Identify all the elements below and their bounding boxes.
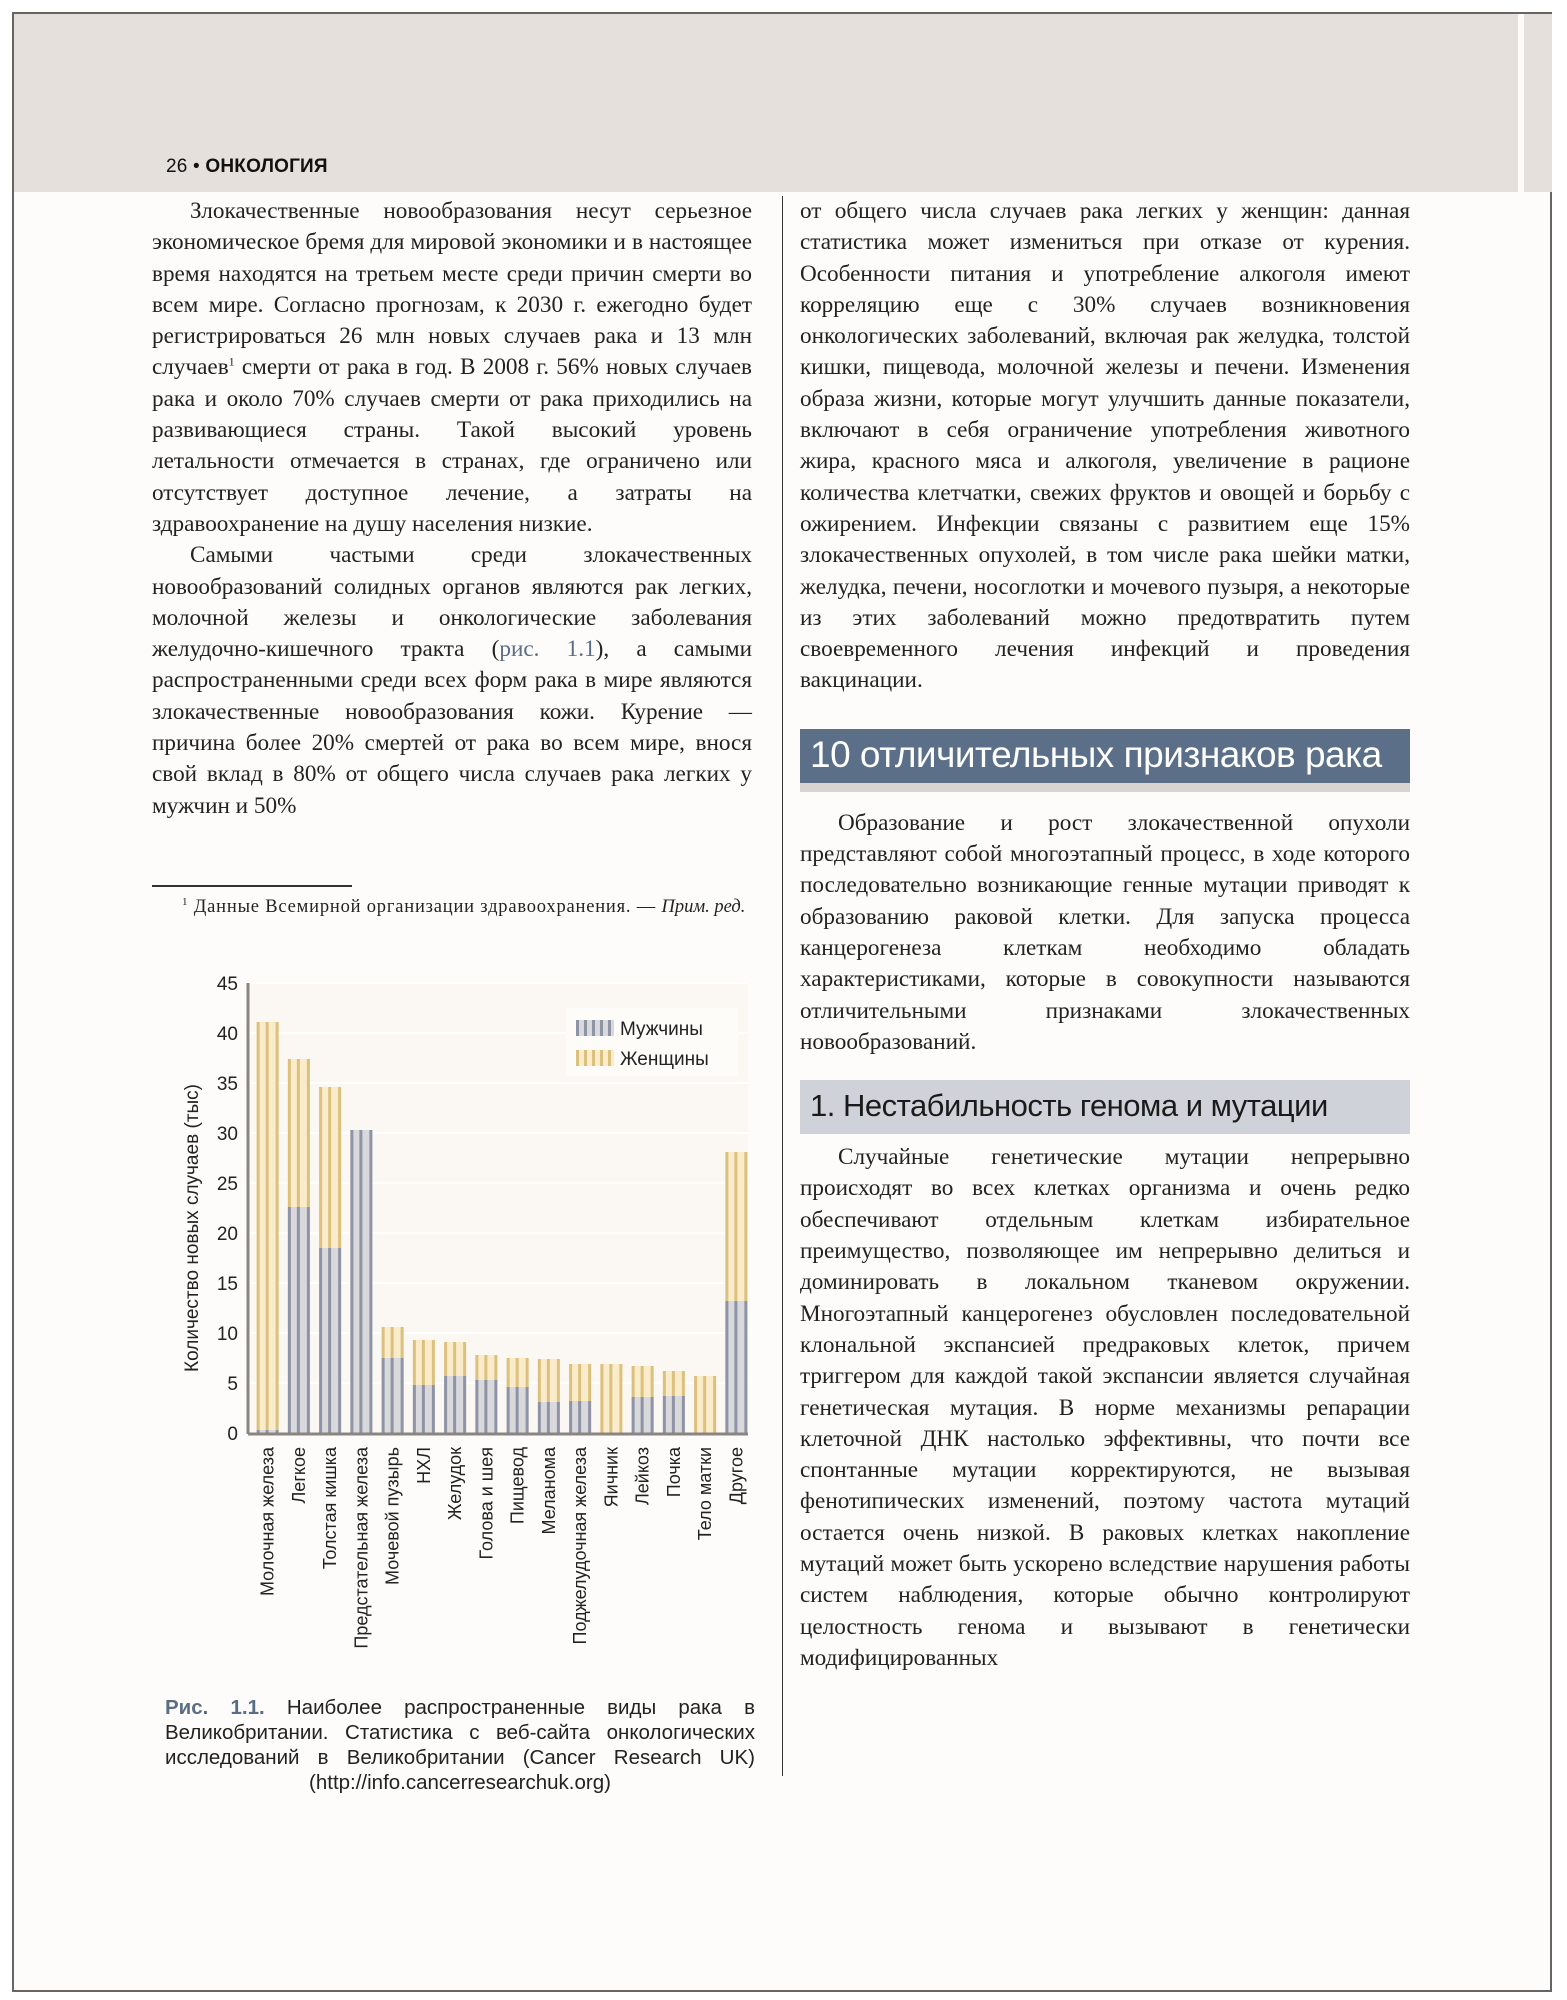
x-tick-label: Меланома xyxy=(538,1447,559,1535)
x-tick-label: Почка xyxy=(663,1447,684,1498)
bar-men xyxy=(632,1397,654,1433)
bar-men xyxy=(413,1385,435,1433)
x-tick-label: Желудок xyxy=(445,1447,466,1521)
legend-swatch-women xyxy=(576,1050,614,1066)
y-tick-label: 45 xyxy=(216,974,238,995)
bar-men xyxy=(569,1401,591,1433)
bar-women xyxy=(475,1355,497,1380)
bar-men xyxy=(319,1248,341,1433)
bar-women xyxy=(507,1358,529,1387)
bar-women xyxy=(257,1022,279,1430)
page-number: 26 xyxy=(166,156,188,177)
bar-women xyxy=(694,1376,716,1433)
x-tick-label: Яичник xyxy=(601,1447,622,1508)
bar-men xyxy=(444,1376,466,1433)
bullet: • xyxy=(193,156,200,177)
left-column xyxy=(152,196,752,822)
x-tick-label: Пищевод xyxy=(507,1447,528,1525)
bar-men xyxy=(350,1130,372,1433)
x-tick-label: Предстательная железа xyxy=(351,1447,372,1649)
paragraph-common-cancers: Самыми частыми среди злокачественных новообразований солидных органов являются рак легких, молочной железы и онкологические заболевания желудочно-кишечного тракта (рис. 1.1), а самыми распространенными среди всех форм рака в мире являются злокачественные новообразования кожи. Курение — причина более 20% смертей от рака во всем мире, внося свой вклад в 80% от общего числа случаев рака легких у мужчин и 50% xyxy=(152,542,753,819)
x-tick-label: НХЛ xyxy=(413,1447,434,1484)
bar-men xyxy=(475,1380,497,1433)
footnote-rule xyxy=(152,885,352,887)
running-head xyxy=(166,156,328,178)
bar-women xyxy=(632,1366,654,1397)
x-tick-label: Толстая кишка xyxy=(320,1447,341,1570)
x-tick-label: Легкое xyxy=(288,1447,309,1504)
bar-women xyxy=(288,1059,310,1207)
figure-reference-link[interactable]: рис. 1.1 xyxy=(499,636,596,663)
y-tick-label: 10 xyxy=(216,1324,238,1345)
section-title: ОНКОЛОГИЯ xyxy=(205,156,328,177)
bar-men xyxy=(538,1402,560,1433)
y-tick-label: 5 xyxy=(227,1374,238,1395)
footnote-marker[interactable]: 1 xyxy=(228,354,235,369)
caption-text: Наиболее распространенные виды рака в Великобритании. Статистика с веб-сайта онкологических исследований в Великобритании (Cancer Research UK) (http://info.cancerresearchuk.org) xyxy=(165,1696,755,1794)
bar-men xyxy=(382,1358,404,1433)
paragraph-hallmarks-intro: Образование и рост злокачественной опухоли представляют собой многоэтапный процесс, в ходе которого последовательно возникающие генные мутации приводят к образованию раковой клетки. Для запуска процесса канцерогенеза клеткам необходимо обладать характеристиками, которые в совокупности называются отличительными признаками злокачественных новообразований. xyxy=(800,809,1410,1055)
caption-label: Рис. 1.1. xyxy=(165,1696,265,1719)
bar-women xyxy=(600,1364,622,1433)
y-tick-label: 20 xyxy=(216,1224,238,1245)
x-tick-label: Мочевой пузырь xyxy=(382,1447,403,1585)
figure-caption xyxy=(165,1695,755,1795)
x-tick-label: Тело матки xyxy=(695,1447,716,1541)
y-tick-label: 30 xyxy=(216,1124,238,1145)
column-divider xyxy=(782,196,783,1776)
legend xyxy=(566,1008,738,1076)
bar-women xyxy=(538,1359,560,1402)
bar-women xyxy=(319,1087,341,1248)
bar-women xyxy=(663,1371,685,1396)
footnote: $^1$ Данные Всемирной организации здравоохранения. — Прим. ред. xyxy=(182,895,746,917)
bar-women xyxy=(569,1364,591,1401)
bar-women xyxy=(382,1327,404,1358)
bar-men xyxy=(725,1301,747,1433)
x-tick-label: Молочная железа xyxy=(257,1447,278,1597)
y-tick-label: 35 xyxy=(216,1074,238,1095)
legend-swatch-men xyxy=(576,1020,614,1036)
y-axis-label: Количество новых случаев (тыс) xyxy=(182,1084,203,1372)
legend-label: Женщины xyxy=(620,1049,709,1070)
y-tick-labels xyxy=(217,974,238,1445)
y-tick-label: 40 xyxy=(216,1024,238,1045)
bar-women xyxy=(444,1342,466,1376)
header-band-edge xyxy=(1524,14,1552,192)
stacked-bar-chart xyxy=(150,965,760,1685)
x-tick-label: Лейкоз xyxy=(632,1447,653,1506)
legend-label: Мужчины xyxy=(620,1019,703,1040)
subsection-heading-genome-instability: 1. Нестабильность генома и мутации xyxy=(800,1080,1410,1134)
bar-men xyxy=(507,1387,529,1433)
x-tick-label: Другое xyxy=(726,1447,747,1505)
y-tick-label: 15 xyxy=(216,1274,238,1295)
bar-men xyxy=(663,1396,685,1433)
x-tick-label: Поджелудочная железа xyxy=(570,1447,591,1645)
paragraph-risk-factors: от общего числа случаев рака легких у женщин: данная статистика может измениться при отказе от курения. Особенности питания и употребление алкоголя имеют корреляцию еще с 30% случаев возникновения онкологических заболеваний, включая рак желудка, толстой кишки, пищевода, молочной железы и печени. Изменения образа жизни, которые могут улучшить данные показатели, включают в себя ограничение употребления животного жира, красного мяса и алкоголя, увеличение в рационе количества клетчатки, свежих фруктов и овощей и борьбу с ожирением. Инфекции связаны с развитием еще 15% злокачественных опухолей, в том числе рака шейки матки, желудка, печени, носоглотки и мочевого пузыря, а некоторые из этих заболеваний можно предотвратить путем своевременного лечения инфекций и проведения вакцинации. xyxy=(800,198,1410,694)
y-tick-label: 25 xyxy=(216,1174,238,1195)
x-tick-label: Голова и шея xyxy=(476,1447,497,1560)
right-column xyxy=(800,196,1410,1674)
bar-men xyxy=(288,1207,310,1433)
bar-women xyxy=(413,1340,435,1385)
bar-women xyxy=(725,1152,747,1301)
x-tick-labels xyxy=(258,1446,747,1649)
y-tick-label: 0 xyxy=(227,1424,238,1445)
section-heading-hallmarks: 10 отличительных признаков рака xyxy=(800,729,1410,792)
paragraph-economic-burden: Злокачественные новообразования несут серьезное экономическое бремя для мировой экономики и в настоящее время находятся на третьем месте среди причин смерти во всем мире. Согласно прогнозам, к 2030 г. ежегодно будет регистрироваться 26 млн новых случаев рака и 13 млн случаев$^1$ смерти от рака в год. В 2008 г. 56% новых случаев рака и около 70% случаев смерти от рака приходились на развивающиеся страны. Такой высокий уровень летальности отмечается в странах, где ограничено или отсутствует доступное лечение, а затраты на здравоохранение на душу населения низкие. xyxy=(152,198,752,537)
paragraph-mutations: Случайные генетические мутации непрерывно происходят во всех клетках организма и очень редко обеспечивают отдельным клеткам избирательное преимущество, позволяющее им непрерывно делиться и доминировать в локальном тканевом окружении. Многоэтапный канцерогенез обусловлен последовательной клональной экспансией предраковых клеток, причем триггером для каждой такой экспансии является случайная генетическая мутация. В норме механизмы репарации клеточной ДНК настолько эффективны, что почти все спонтанные мутации корректируются, не вызывая фенотипических изменений, поэтому частота мутаций остается очень низкой. В раковых клетках накопление мутаций может быть ускорено вследствие нарушения работы систем наблюдения, которые обычно контролируют целостность генома и вызывают в генетически модифицированных xyxy=(800,1144,1410,1671)
figure-chart xyxy=(150,965,760,1685)
